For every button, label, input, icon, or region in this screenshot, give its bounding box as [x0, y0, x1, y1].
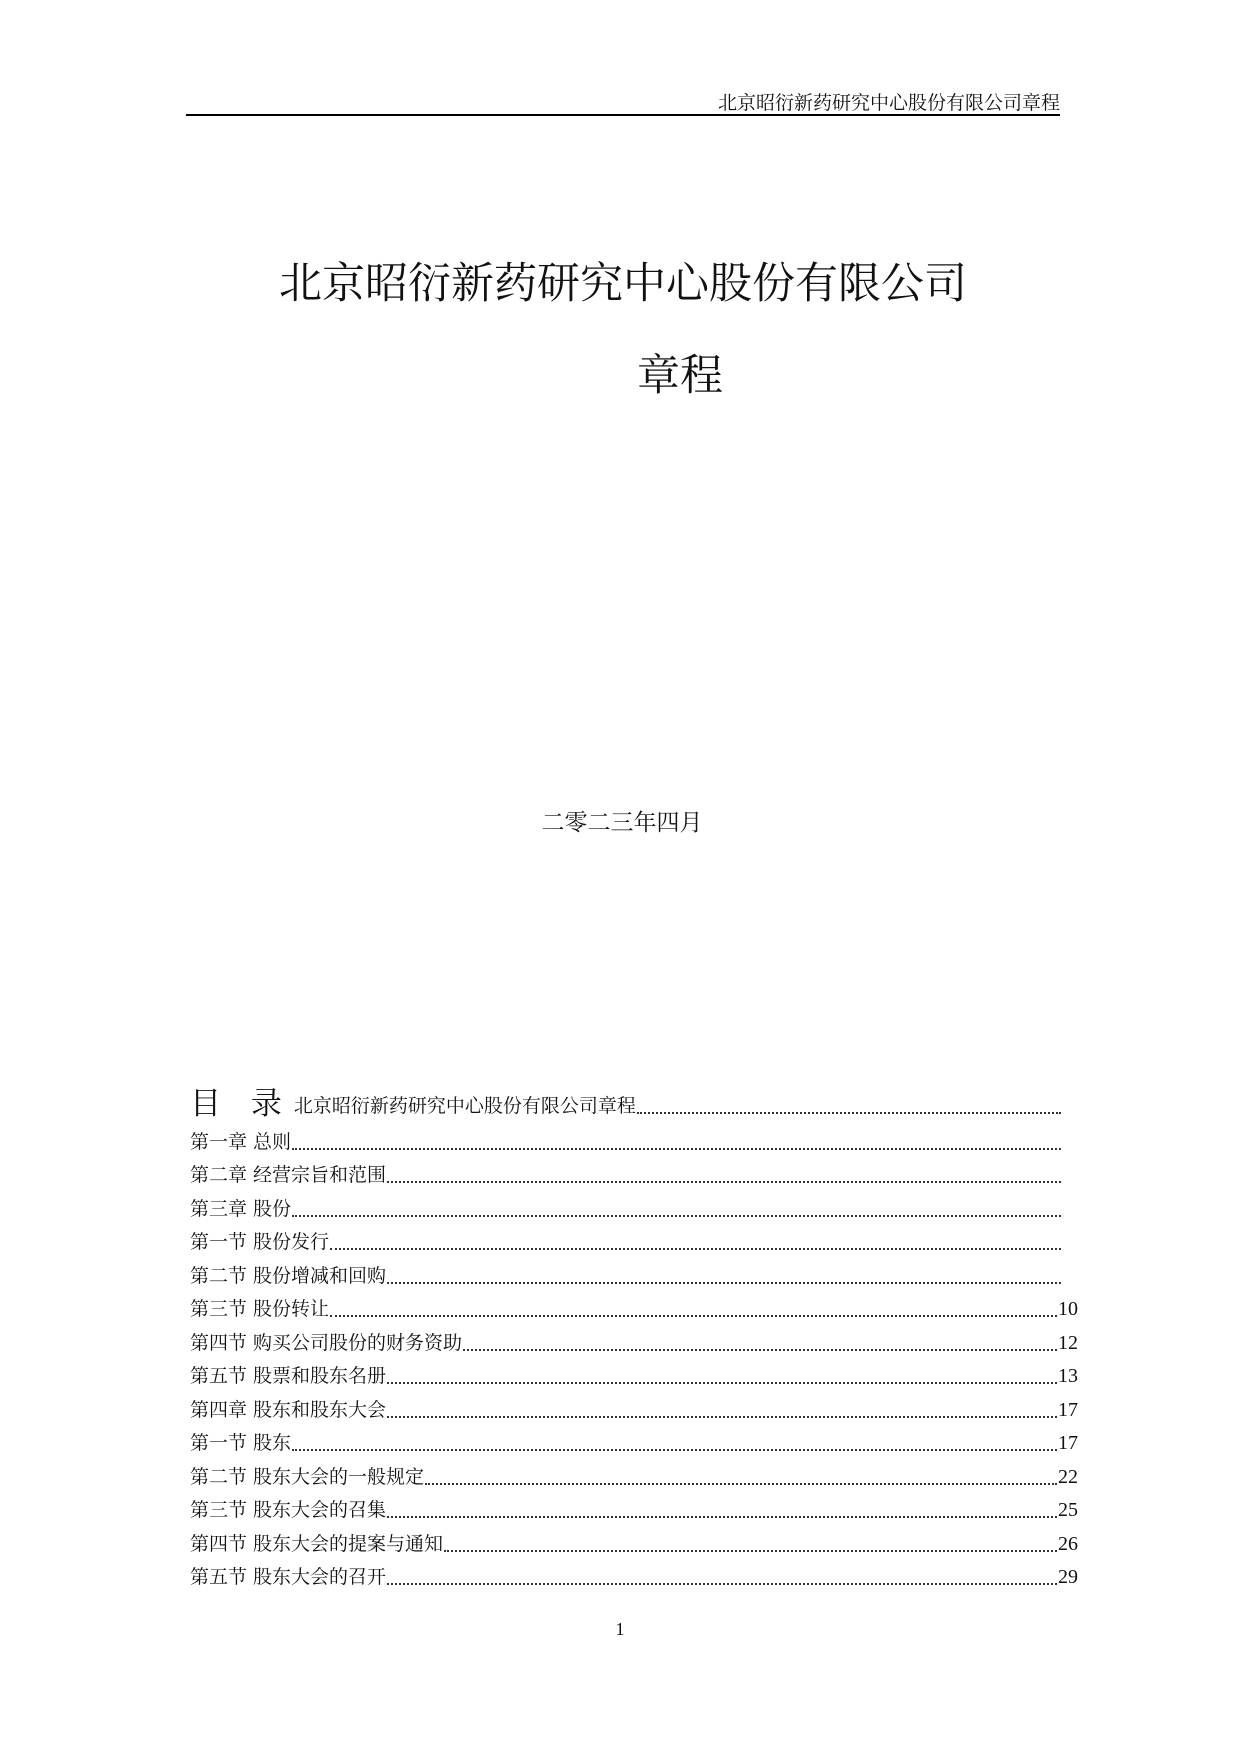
toc-entry-text: 第四节 购买公司股份的财务资助 [190, 1331, 463, 1354]
toc-entry-text: 第二节 股份增减和回购 [190, 1264, 387, 1287]
toc-leader-dots [463, 1348, 1057, 1351]
toc-entry-text: 第四章 股东和股东大会 [190, 1398, 387, 1421]
toc-entry[interactable] [190, 1258, 1062, 1292]
toc-entry[interactable] [190, 1526, 1078, 1560]
toc-page-number: 22 [1058, 1465, 1078, 1488]
toc-heading-row[interactable] [190, 1084, 1062, 1124]
toc-entry[interactable] [190, 1325, 1078, 1359]
toc-entry-text: 第一节 股东 [190, 1432, 292, 1454]
running-header: 北京昭衍新药研究中心股份有限公司章程 [717, 92, 1060, 114]
toc-entry-text: 第二节 股东大会的一般规定 [190, 1465, 425, 1488]
table-of-contents [190, 1084, 1078, 1593]
toc-label: 目 录 [190, 1086, 292, 1122]
toc-page-number: 10 [1058, 1298, 1078, 1320]
toc-entry-text: 第三节 股东大会的召集 [190, 1499, 387, 1521]
toc-entry-text: 第五节 股东大会的召开 [190, 1566, 387, 1588]
toc-leader-dots [425, 1482, 1057, 1485]
toc-entry[interactable] [190, 1493, 1078, 1527]
toc-entry[interactable] [190, 1124, 1062, 1158]
toc-leader-dots [637, 1111, 1061, 1114]
toc-leader-dots [387, 1415, 1057, 1418]
toc-entry-text: 第四节 股东大会的提案与通知 [190, 1532, 444, 1555]
toc-leader-dots [292, 1214, 1061, 1217]
toc-leader-dots [292, 1448, 1057, 1451]
toc-entry-text: 第三章 股份 [190, 1197, 292, 1220]
toc-entry-text: 第五节 股票和股东名册 [190, 1365, 387, 1387]
toc-page-number: 17 [1058, 1398, 1078, 1421]
toc-heading-entry: 北京昭衍新药研究中心股份有限公司章程 [293, 1095, 636, 1117]
toc-entry[interactable] [190, 1560, 1078, 1594]
toc-page-number: 13 [1058, 1365, 1078, 1387]
toc-page-number: 29 [1058, 1566, 1078, 1588]
toc-entry[interactable] [190, 1158, 1062, 1192]
toc-leader-dots [387, 1582, 1057, 1585]
toc-entry[interactable] [190, 1225, 1062, 1259]
toc-entry[interactable] [190, 1359, 1078, 1393]
document-subtitle: 章程 [637, 351, 723, 401]
toc-entry-text: 第一节 股份发行 [190, 1231, 330, 1253]
page-number: 1 [615, 1619, 625, 1639]
toc-leader-dots [330, 1247, 1061, 1250]
toc-page-number: 17 [1058, 1432, 1078, 1454]
header-rule [186, 114, 1060, 116]
toc-entry[interactable] [190, 1292, 1078, 1326]
toc-leader-dots [387, 1381, 1057, 1384]
toc-leader-dots [330, 1314, 1057, 1317]
toc-leader-dots [444, 1549, 1057, 1552]
toc-leader-dots [292, 1147, 1061, 1150]
toc-leader-dots [387, 1515, 1057, 1518]
toc-entry-text: 第二章 经营宗旨和范围 [190, 1164, 387, 1186]
document-date: 二零二三年四月 [541, 810, 703, 836]
toc-entry-text: 第三节 股份转让 [190, 1298, 330, 1320]
toc-entry[interactable] [190, 1392, 1078, 1426]
toc-entry[interactable] [190, 1426, 1078, 1460]
toc-entry-text: 第一章 总则 [190, 1130, 292, 1153]
toc-page-number: 25 [1058, 1499, 1078, 1521]
toc-entry[interactable] [190, 1191, 1062, 1225]
toc-leader-dots [387, 1281, 1061, 1284]
toc-entry[interactable] [190, 1459, 1078, 1493]
document-title: 北京昭衍新药研究中心股份有限公司 [279, 259, 967, 309]
toc-page-number: 12 [1058, 1331, 1078, 1354]
toc-leader-dots [387, 1180, 1061, 1183]
toc-page-number: 26 [1058, 1532, 1078, 1555]
